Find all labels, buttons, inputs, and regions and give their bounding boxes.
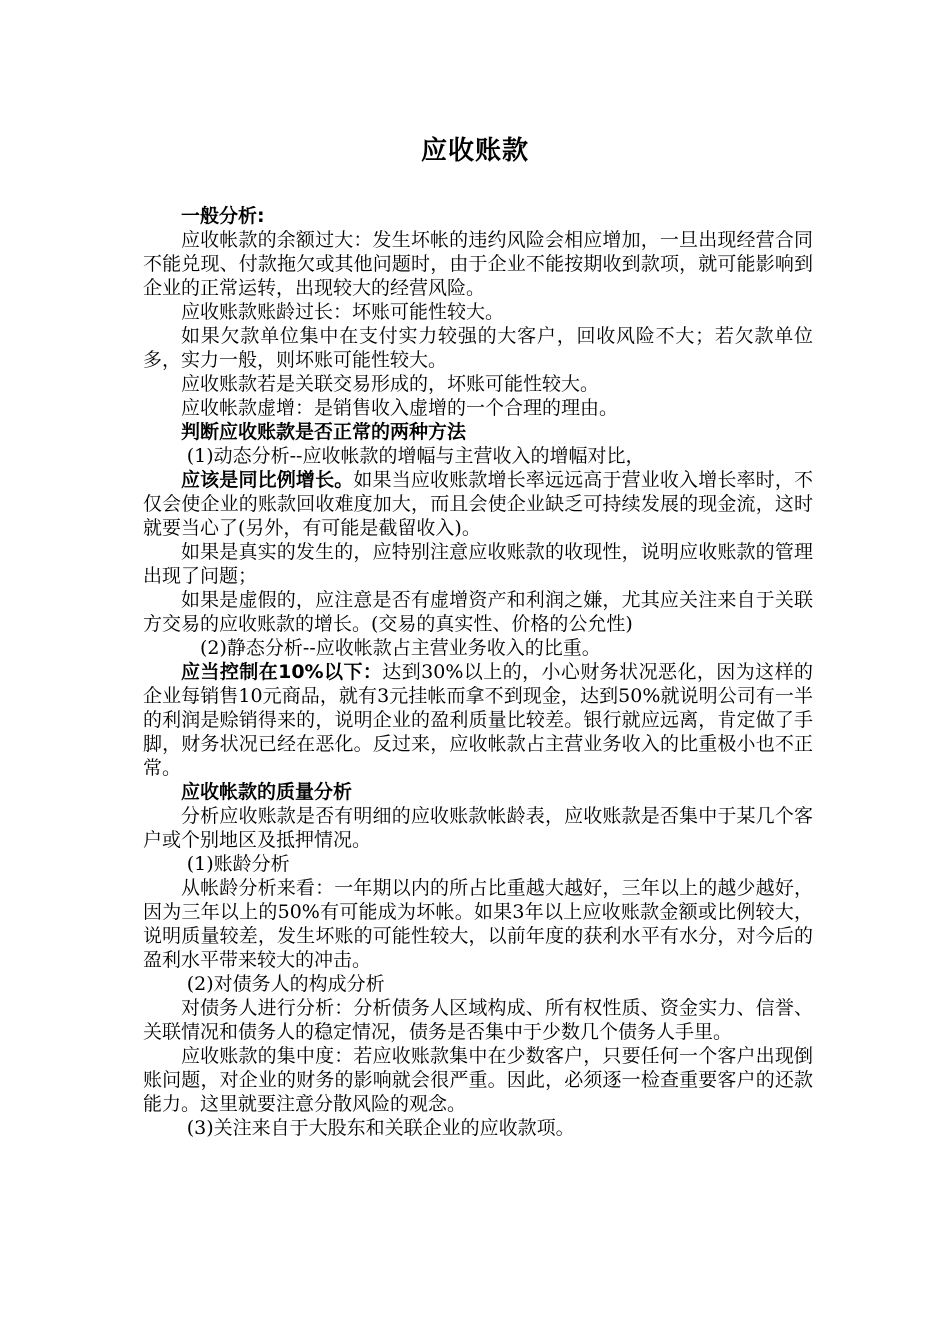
document-body — [143, 204, 813, 1140]
paragraph: 应收帐款的余额过大：发生坏帐的违约风险会相应增加，一旦出现经营合同不能兑现、付款拖欠或其他问题时，由于企业不能按期收到款项，就可能影响到企业的正常运转，出现较大的经营风险。 — [143, 229, 813, 299]
paragraph: 应收账款账龄过长：坏账可能性较大。 — [181, 301, 505, 323]
paragraph: 应收账款的集中度：若应收账款集中在少数客户，只要任何一个客户出现倒账问题，对企业的财务的影响就会很严重。因此，必须逐一检查重要客户的还款能力。这里就要注意分散风险的观念。 — [143, 1045, 813, 1115]
subheading-dynamic: (1)动态分析--应收帐款的增幅与主营收入的增幅对比， — [186, 445, 645, 467]
paragraph-static — [143, 660, 813, 780]
subheading-related: (3)关注来自于大股东和关联企业的应收款项。 — [186, 1117, 575, 1139]
paragraph: 对债务人进行分析：分析债务人区域构成、所有权性质、资金实力、信誉、关联情况和债务人的稳定情况，债务是否集中于少数几个债务人手里。 — [143, 997, 813, 1043]
section-heading-general: 一般分析: — [181, 205, 265, 227]
paragraph: 分析应收账款是否有明细的应收账款帐龄表，应收账款是否集中于某几个客户或个别地区及抵押情况。 — [143, 805, 813, 851]
paragraph: 应收账款若是关联交易形成的，坏账可能性较大。 — [181, 373, 600, 395]
paragraph: 如果欠款单位集中在支付实力较强的大客户，回收风险不大；若欠款单位多，实力一般，则坏账可能性较大。 — [143, 325, 813, 371]
paragraph-text: 达到30%以上的，小心财务状况恶化，因为这样的企业每销售10元商品，就有3元挂帐而拿不到现金，达到50%就说明公司有一半的利润是赊销得来的，说明企业的盈利质量比较差。银行就应远离，肯定做了手脚，财务状况已经在恶化。反过来，应收帐款占主营业务收入的比重极小也不正常。 — [143, 661, 813, 779]
section-heading-judge: 判断应收账款是否正常的两种方法 — [181, 421, 467, 443]
emphasis-text: 应该是同比例增长。 — [181, 469, 354, 491]
subheading-age: (1)账龄分析 — [186, 853, 290, 875]
paragraph: 如果是虚假的，应注意是否有虚增资产和利润之嫌，尤其应关注来自于关联方交易的应收账款的增长。(交易的真实性、价格的公允性) — [143, 589, 813, 635]
section-heading-quality: 应收帐款的质量分析 — [181, 781, 353, 803]
paragraph: 应收帐款虚增：是销售收入虚增的一个合理的理由。 — [181, 397, 619, 419]
emphasis-text: 应当控制在10%以下： — [181, 661, 383, 683]
subheading-static: (2)静态分析--应收帐款占主营业务收入的比重。 — [200, 637, 601, 659]
subheading-debtor: (2)对债务人的构成分析 — [186, 973, 385, 995]
paragraph: 从帐龄分析来看：一年期以内的所占比重越大越好，三年以上的越少越好，因为三年以上的50%有可能成为坏帐。如果3年以上应收账款金额或比例较大，说明质量较差，发生坏账的可能性较大，以前年度的获利水平有水分，对今后的盈利水平带来较大的冲击。 — [143, 877, 813, 971]
paragraph: 如果是真实的发生的，应特别注意应收账款的收现性，说明应收账款的管理出现了问题； — [143, 541, 813, 587]
paragraph-text: 如果当应收账款增长率远远高于营业收入增长率时，不仅会使企业的账款回收难度加大，而且会使企业缺乏可持续发展的现金流，这时就要当心了(另外，有可能是截留收入)。 — [143, 469, 813, 539]
paragraph-dynamic — [143, 468, 813, 540]
document-title: 应收账款 — [420, 136, 529, 166]
